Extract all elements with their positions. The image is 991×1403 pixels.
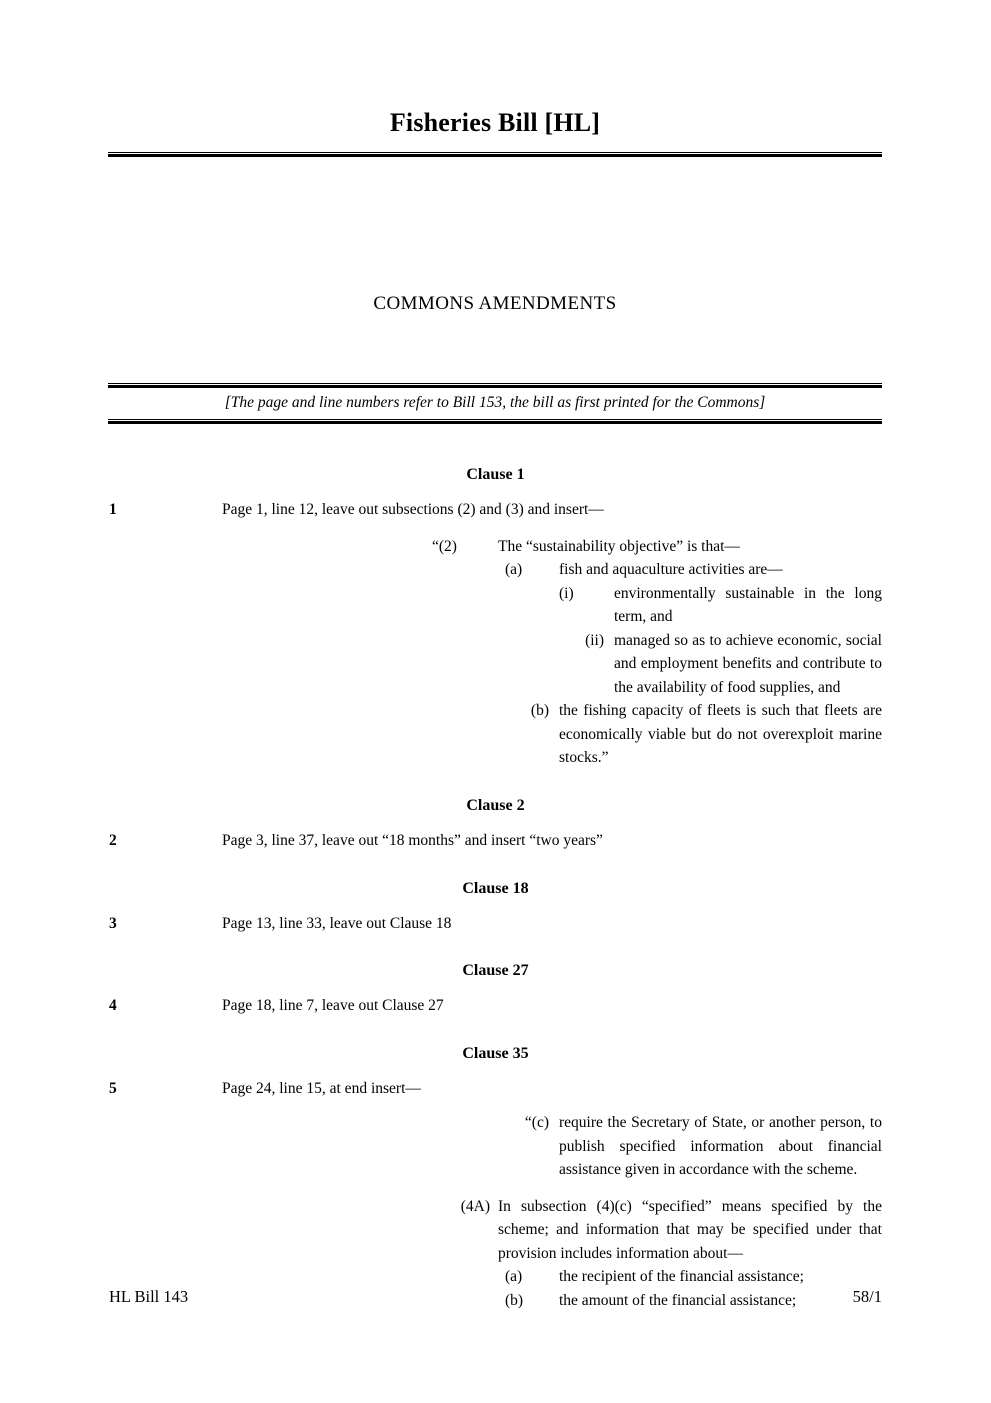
amendment-4 bbox=[0, 994, 991, 1018]
marker-paragraph-4a-a: (a) bbox=[505, 1268, 523, 1286]
clause-heading-18: Clause 18 bbox=[462, 879, 529, 897]
text-subsection-2: The “sustainability objective” is that— bbox=[498, 537, 740, 555]
marker-subparagraph-ii: (ii) bbox=[585, 631, 604, 649]
amendment-number-3: 3 bbox=[109, 914, 117, 932]
page-line-reference-note: [The page and line numbers refer to Bill 153, the bill as first printed for the Commons] bbox=[224, 394, 766, 411]
clause-heading-1: Clause 1 bbox=[466, 466, 525, 483]
quoted-subparagraph-i bbox=[559, 582, 882, 629]
marker-subsection-2: “(2) bbox=[432, 537, 457, 555]
quoted-paragraph-a bbox=[505, 558, 882, 582]
page-title: Fisheries Bill [HL] bbox=[389, 108, 601, 137]
amendment-5 bbox=[0, 1077, 991, 1313]
quoted-paragraph-b bbox=[530, 699, 882, 770]
section-heading-commons-amendments: COMMONS AMENDMENTS bbox=[373, 293, 617, 314]
footer-bill-reference: HL Bill 143 bbox=[109, 1287, 189, 1306]
amendment-number-4: 4 bbox=[109, 997, 117, 1015]
marker-subparagraph-i: (i) bbox=[559, 584, 574, 602]
marker-paragraph-c: “(c) bbox=[524, 1114, 549, 1132]
text-subparagraph-i: environmentally sustainable in the long term, and bbox=[614, 584, 882, 626]
page-footer bbox=[109, 1287, 882, 1307]
amendment-number-5: 5 bbox=[109, 1079, 117, 1097]
text-paragraph-4a-a: the recipient of the financial assistance; bbox=[559, 1268, 804, 1286]
note-rule-bottom bbox=[108, 419, 882, 424]
title-rule bbox=[108, 152, 882, 157]
marker-subsection-4a: (4A) bbox=[460, 1197, 490, 1215]
quoted-paragraph-4a-a bbox=[505, 1265, 882, 1289]
marker-paragraph-b: (b) bbox=[530, 702, 549, 720]
amendment-number-2: 2 bbox=[109, 832, 117, 850]
text-paragraph-4a-b: the amount of the financial assistance; bbox=[559, 1292, 797, 1310]
footer-page-reference: 58/1 bbox=[852, 1287, 882, 1306]
text-subparagraph-ii: managed so as to achieve economic, social and employment benefits and contribute to the availability of food supplies, and bbox=[614, 631, 882, 696]
amendment-1 bbox=[0, 498, 991, 770]
text-subsection-4a: In subsection (4)(c) “specified” means specified by the scheme; and information that may be specified under that provision includes information about— bbox=[498, 1197, 882, 1262]
quoted-paragraph-c bbox=[524, 1111, 882, 1182]
quoted-subparagraph-ii bbox=[585, 629, 882, 700]
amendment-1-quoted-text bbox=[222, 535, 882, 770]
clause-heading-35: Clause 35 bbox=[462, 1044, 529, 1062]
amendment-2 bbox=[0, 829, 991, 853]
note-rule-top bbox=[108, 383, 882, 388]
amendment-3-lead: Page 13, line 33, leave out Clause 18 bbox=[222, 914, 452, 932]
clause-heading-2: Clause 2 bbox=[466, 797, 525, 815]
marker-paragraph-4a-b: (b) bbox=[505, 1292, 524, 1310]
amendment-number-1: 1 bbox=[109, 501, 117, 518]
amendment-5-quoted-text bbox=[222, 1111, 882, 1312]
amendment-4-lead: Page 18, line 7, leave out Clause 27 bbox=[222, 997, 444, 1015]
amendments-body bbox=[0, 466, 991, 1313]
amendment-1-lead: Page 1, line 12, leave out subsections (2) and (3) and insert— bbox=[222, 501, 604, 518]
amendment-3 bbox=[0, 912, 991, 936]
amendment-2-lead: Page 3, line 37, leave out “18 months” and insert “two years” bbox=[222, 832, 603, 850]
clause-heading-27: Clause 27 bbox=[462, 962, 529, 980]
text-paragraph-b: the fishing capacity of fleets is such that fleets are economically viable but do not overexploit marine stocks.” bbox=[559, 702, 882, 767]
amendment-5-lead: Page 24, line 15, at end insert— bbox=[222, 1079, 421, 1097]
text-paragraph-a: fish and aquaculture activities are— bbox=[559, 561, 783, 579]
quoted-subsection-2 bbox=[432, 535, 882, 559]
quoted-subsection-4a bbox=[460, 1195, 882, 1266]
marker-paragraph-a: (a) bbox=[505, 561, 523, 579]
text-paragraph-c: require the Secretary of State, or another person, to publish specified information about financial assistance given in accordance with the scheme. bbox=[559, 1114, 882, 1179]
